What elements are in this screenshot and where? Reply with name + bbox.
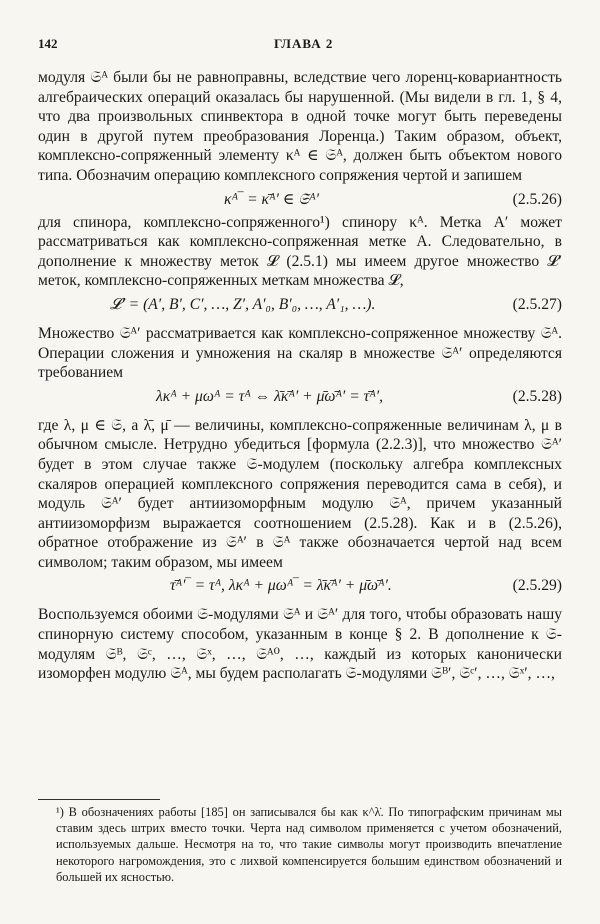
equation-formula: 𝓛′ = (A′, B′, C′, …, Z′, A′₀, B′₀, …, A′₁, …). [110,295,376,313]
equation-2-5-27 [38,291,562,318]
equation-2-5-26 [38,186,562,213]
equation-number: (2.5.29) [512,577,562,595]
paragraph-4: где λ, μ ∈ 𝔖, а λ̄, μ̄ — величины, комплексно-сопряженные величинам λ, μ в обычном смысле. Нетрудно убедиться [формула (2.2.3)], что множество 𝔖ᴬ′ будет в этом случае также 𝔖-модулем (поскольку алгебра комплексных скаляров операцией комплексного сопряжения переводится сама в себя), и модуль 𝔖ᴬ′ будет антиизоморфным модулю 𝔖ᴬ, причем указанный антиизоморфизм выражается соотношением (2.5.28). Как и в (2.5.26), обратное отображение из 𝔖ᴬ′ в 𝔖ᴬ также обозначается чертой над всем символом; таким образом, мы имеем [38,416,562,571]
paragraph-5: Воспользуемся обоими 𝔖-модулями 𝔖ᴬ и 𝔖ᴬ′ для того, чтобы образовать нашу спинорную систему способом, указанным в конце § 2. В дополнение к 𝔖-модулям 𝔖ᴮ, 𝔖ᶜ, …, 𝔖ˣ, …, 𝔖ᴬ⁰, …, каждый из которых канонически изоморфен модулю 𝔖ᴬ, мы будем располагать 𝔖-модулями 𝔖ᴮ′, 𝔖ᶜ′, …, 𝔖ˣ′, …, [38,606,562,683]
equation-2-5-29 [38,572,562,599]
footnote-text: ¹) В обозначениях работы [185] он записывался бы как κ^λ̇. По типографским причинам мы ставим здесь штрих вместо точки. Черта над символом применяется с учетом обозначений, используемых дальше. Несмотря на то, что такие символы могут производить впечатление некоторого нагромождения, это с лихвой компенсируется большим единством обозначений и большей их ясностью. [56,805,562,884]
equation-number: (2.5.27) [512,295,562,313]
paragraph-3: Множество 𝔖ᴬ′ рассматривается как комплексно-сопряженное множеству 𝔖ᴬ. Операции сложения и умножения на скаляр в множестве 𝔖ᴬ′ определяются требованием [38,324,562,382]
page-number: 142 [38,36,58,51]
footnote [38,804,562,885]
equation-formula: κᴬ‾ = κ̄ᴬ′ ∈ 𝔖ᴬ′ [224,190,320,208]
footnote-divider [38,799,160,800]
page-header [38,36,560,56]
equation-formula: τ̄ᴬ′‾ = τᴬ, λκᴬ + μωᴬ‾ = λ̄κ̄ᴬ′ + μ̄ω̄ᴬ′. [170,577,392,595]
paragraph-1: модуля 𝔖ᴬ были бы не равноправны, вследствие чего лоренц-ковариантность алгебраических операций оказалась бы нарушенной. (Мы видели в гл. 1, § 4, что два произвольных спинвектора в одной точке могут быть переведены один в другой путем преобразования Лоренца.) Таким образом, объект, комплексно-сопряженный элементу κᴬ ∈ 𝔖ᴬ, должен быть объектом нового типа. Обозначим операцию комплексного сопряжения чертой и запишем [38,69,562,184]
equation-number: (2.5.28) [512,387,562,405]
chapter-title: ГЛАВА 2 [274,36,334,51]
equation-formula: λκᴬ + μωᴬ = τᴬ ⇔ λ̄κ̄ᴬ′ + μ̄ω̄ᴬ′ = τ̄ᴬ′, [156,387,384,405]
main-text [38,68,562,684]
equation-2-5-28 [38,383,562,410]
equation-number: (2.5.26) [512,190,562,208]
paragraph-2: для спинора, комплексно-сопряженного¹) спинору κᴬ. Метка A′ может рассматриваться как комплексно-сопряженная метке A. Следовательно, в дополнение к множеству меток 𝓛 (2.5.1) мы имеем другое множество 𝓛′ меток, комплексно-сопряженных меткам множества 𝓛, [38,213,562,290]
